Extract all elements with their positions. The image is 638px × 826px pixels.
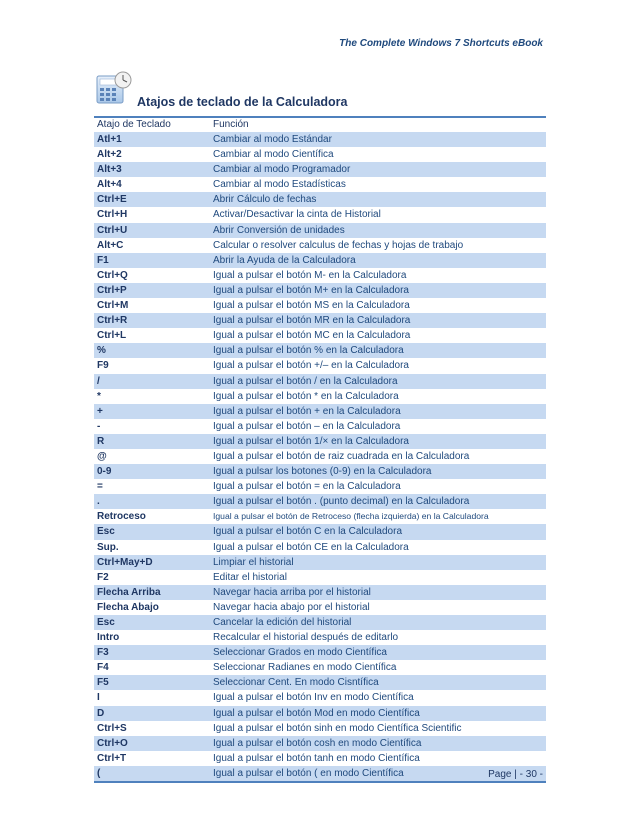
shortcuts-table: [94, 116, 546, 783]
shortcut-function: Igual a pulsar el botón sinh en modo Científica Scientific: [213, 722, 462, 734]
shortcut-function: Abrir la Ayuda de la Calculadora: [213, 254, 356, 266]
shortcut-key: @: [97, 450, 107, 462]
shortcut-function: Navegar hacia arriba por el historial: [213, 586, 371, 598]
shortcut-key: Alt+2: [97, 149, 122, 161]
shortcut-key: Alt+4: [97, 179, 122, 191]
shortcut-function: Navegar hacia abajo por el historial: [213, 601, 370, 613]
shortcut-function: Igual a pulsar el botón – en la Calculadora: [213, 420, 401, 432]
shortcut-key: Ctrl+S: [97, 722, 127, 734]
shortcut-function: Igual a pulsar el botón ( en modo Científica: [213, 767, 404, 779]
table-row: [94, 253, 546, 268]
shortcut-function: Limpiar el historial: [213, 556, 294, 568]
table-row: [94, 479, 546, 494]
shortcut-key: =: [97, 481, 103, 493]
shortcut-function: Seleccionar Grados en modo Científica: [213, 647, 387, 659]
table-row: [94, 313, 546, 328]
table-row: [94, 374, 546, 389]
shortcut-function: Cambiar al modo Científica: [213, 149, 334, 161]
shortcut-key: Ctrl+R: [97, 315, 128, 327]
shortcut-key: R: [97, 435, 105, 447]
table-row: [94, 751, 546, 766]
shortcut-function: Abrir Cálculo de fechas: [213, 194, 317, 206]
shortcut-function: Editar el historial: [213, 571, 287, 583]
table-row: [94, 555, 546, 570]
table-row: [94, 223, 546, 238]
shortcut-key: *: [97, 390, 101, 402]
table-row: [94, 147, 546, 162]
shortcut-key: Esc: [97, 617, 115, 628]
table-row: [94, 283, 546, 298]
shortcut-key: Ctrl+H: [97, 209, 128, 221]
shortcut-key: %: [97, 345, 106, 357]
shortcut-key: -: [97, 420, 101, 432]
shortcut-key: Alt+C: [97, 239, 124, 251]
shortcut-key: Ctrl+May+D: [97, 556, 153, 568]
shortcut-key: I: [97, 692, 100, 704]
shortcut-key: F2: [97, 571, 109, 583]
table-bottom-rule: [94, 781, 546, 783]
shortcut-function: Igual a pulsar el botón = en la Calculadora: [213, 481, 401, 493]
table-row: [94, 449, 546, 464]
table-row: [94, 343, 546, 358]
shortcut-function: Seleccionar Radianes en modo Científica: [213, 662, 397, 674]
shortcut-key: Ctrl+T: [97, 752, 127, 764]
shortcut-key: F1: [97, 254, 109, 266]
shortcut-key: Esc: [97, 526, 115, 538]
shortcut-function: Igual a pulsar el botón +/– en la Calculadora: [213, 360, 409, 372]
shortcut-function: Cambiar al modo Estadísticas: [213, 179, 346, 191]
shortcut-key: Atl+1: [97, 134, 122, 145]
shortcut-function: Cambiar al modo Estándar: [213, 134, 332, 145]
table-row: [94, 434, 546, 449]
shortcut-function: Igual a pulsar el botón MC en la Calculadora: [213, 330, 411, 342]
shortcut-function: Seleccionar Cent. En modo Cisntífica: [213, 677, 379, 689]
table-row: [94, 524, 546, 539]
table-row: [94, 570, 546, 585]
shortcut-key: F3: [97, 647, 109, 659]
section-title: Atajos de teclado de la Calculadora: [137, 95, 348, 109]
shortcut-key: Ctrl+O: [97, 737, 128, 749]
shortcut-key: Flecha Abajo: [97, 601, 159, 613]
table-row: [94, 192, 546, 207]
table-row: [94, 736, 546, 751]
table-row: [94, 268, 546, 283]
table-header-row: [94, 118, 546, 132]
table-row: [94, 207, 546, 222]
shortcut-function: Cambiar al modo Programador: [213, 164, 351, 176]
page-number: Page | - 30 -: [488, 769, 543, 780]
column-header-shortcut: Atajo de Teclado: [97, 119, 171, 130]
table-row: [94, 238, 546, 253]
shortcut-function: Igual a pulsar el botón Mod en modo Científica: [213, 707, 420, 719]
shortcut-key: Sup.: [97, 541, 119, 553]
shortcut-key: /: [97, 375, 100, 387]
shortcut-key: Ctrl+M: [97, 300, 129, 312]
table-row: [94, 494, 546, 509]
shortcut-key: F5: [97, 677, 109, 689]
shortcut-function: Igual a pulsar el botón MS en la Calculadora: [213, 300, 410, 312]
table-row: [94, 615, 546, 630]
shortcut-function: Activar/Desactivar la cinta de Historial: [213, 209, 381, 221]
shortcut-key: Ctrl+E: [97, 194, 127, 206]
shortcut-function: Igual a pulsar el botón M+ en la Calculadora: [213, 284, 409, 296]
shortcut-key: Ctrl+Q: [97, 269, 128, 281]
shortcut-key: Retroceso: [97, 511, 146, 523]
table-row: [94, 600, 546, 615]
shortcut-function: Recalcular el historial después de editarlo: [213, 632, 399, 644]
table-row: [94, 419, 546, 434]
shortcut-key: Ctrl+L: [97, 330, 127, 342]
table-row: [94, 660, 546, 675]
shortcut-function: Igual a pulsar el botón M- en la Calculadora: [213, 269, 407, 281]
shortcut-function: Igual a pulsar el botón Inv en modo Científica: [213, 692, 414, 704]
table-row: [94, 645, 546, 660]
table-row: [94, 675, 546, 690]
shortcut-key: (: [97, 767, 101, 779]
table-row: [94, 404, 546, 419]
shortcut-key: .: [97, 496, 100, 508]
shortcut-key: +: [97, 405, 103, 417]
shortcut-function: Calcular o resolver calculus de fechas y hojas de trabajo: [213, 239, 464, 251]
table-row: [94, 630, 546, 645]
table-row: [94, 464, 546, 479]
table-row: [94, 766, 546, 781]
shortcut-function: Igual a pulsar el botón 1/× en la Calculadora: [213, 435, 409, 447]
shortcut-function: Igual a pulsar el botón + en la Calculadora: [213, 405, 401, 417]
table-row: [94, 509, 546, 524]
table-row: [94, 706, 546, 721]
table-body: [94, 132, 546, 781]
table-row: [94, 721, 546, 736]
calculator-icon: [96, 70, 132, 104]
shortcut-function: Igual a pulsar el botón * en la Calculadora: [213, 390, 399, 402]
shortcut-function: Abrir Conversión de unidades: [213, 224, 345, 236]
shortcut-function: Igual a pulsar el botón de Retroceso (flecha izquierda) en la Calculadora: [213, 511, 489, 522]
shortcut-key: Flecha Arriba: [97, 586, 161, 598]
shortcut-function: Cancelar la edición del historial: [213, 617, 352, 628]
shortcut-key: Ctrl+P: [97, 284, 127, 296]
table-row: [94, 585, 546, 600]
shortcut-function: Igual a pulsar el botón . (punto decimal) en la Calculadora: [213, 496, 470, 508]
shortcut-function: Igual a pulsar el botón % en la Calculadora: [213, 345, 404, 357]
shortcut-key: 0-9: [97, 466, 112, 478]
table-row: [94, 540, 546, 555]
column-header-function: Función: [213, 119, 249, 130]
table-row: [94, 298, 546, 313]
shortcut-key: Alt+3: [97, 164, 122, 176]
table-row: [94, 389, 546, 404]
shortcut-function: Igual a pulsar el botón CE en la Calculadora: [213, 541, 409, 553]
table-row: [94, 690, 546, 705]
table-row: [94, 358, 546, 373]
shortcut-key: F9: [97, 360, 109, 372]
shortcut-key: Ctrl+U: [97, 224, 128, 236]
table-row: [94, 328, 546, 343]
shortcut-function: Igual a pulsar el botón cosh en modo Científica: [213, 737, 422, 749]
table-row: [94, 132, 546, 147]
shortcut-key: Intro: [97, 632, 120, 644]
shortcut-function: Igual a pulsar el botón de raiz cuadrada en la Calculadora: [213, 450, 470, 462]
shortcut-key: D: [97, 707, 105, 719]
table-row: [94, 162, 546, 177]
document-header-title: The Complete Windows 7 Shortcuts eBook: [339, 38, 543, 49]
shortcut-function: Igual a pulsar el botón C en la Calculadora: [213, 526, 403, 538]
table-row: [94, 177, 546, 192]
shortcut-function: Igual a pulsar el botón tanh en modo Científica: [213, 752, 420, 764]
shortcut-key: F4: [97, 662, 109, 674]
shortcut-function: Igual a pulsar los botones (0-9) en la Calculadora: [213, 466, 432, 478]
shortcut-function: Igual a pulsar el botón MR en la Calculadora: [213, 315, 411, 327]
shortcut-function: Igual a pulsar el botón / en la Calculadora: [213, 375, 398, 387]
